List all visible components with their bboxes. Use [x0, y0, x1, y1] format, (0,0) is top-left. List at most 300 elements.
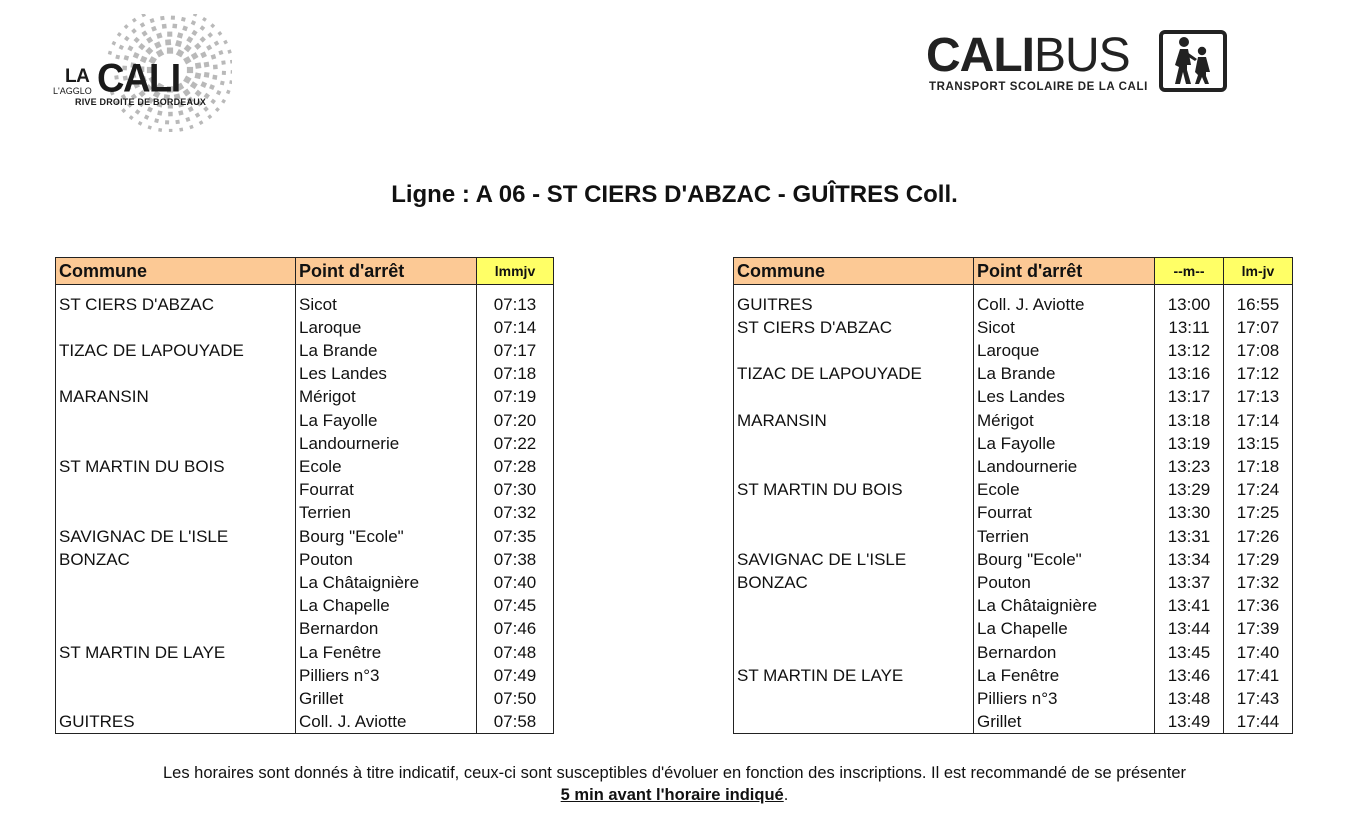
table-header-row: [56, 258, 554, 285]
logo-dot: [226, 90, 231, 95]
logo-dot: [189, 125, 193, 129]
table-row: [734, 664, 1293, 687]
logo-dot: [188, 106, 194, 112]
logo-dot: [204, 72, 210, 78]
table-row: [734, 548, 1293, 571]
table-row: [734, 478, 1293, 501]
commune-cell: [56, 687, 296, 710]
logo-la-text: LA: [65, 66, 90, 87]
stop-cell: La Brande: [974, 362, 1155, 385]
time-cell: 07:17: [477, 339, 554, 362]
time-cell-2: 17:43: [1224, 687, 1293, 710]
table-row: [734, 501, 1293, 524]
table-row: [56, 501, 554, 524]
logo-subtitle: RIVE DROITE DE BORDEAUX: [75, 97, 207, 107]
commune-cell: [734, 432, 974, 455]
note-line: Les horaires sont donnés à titre indicatif, ceux-ci sont susceptibles d'évoluer en fonction des inscriptions. Il est recommandé de se présenter: [162, 764, 1187, 782]
table-row: [56, 316, 554, 339]
table-row: [734, 617, 1293, 640]
logo-dot: [117, 32, 122, 37]
time-cell-2: 16:55: [1224, 293, 1293, 316]
stop-cell: Bourg "Ecole": [296, 525, 477, 548]
logo-dot: [222, 71, 226, 75]
commune-cell: [56, 362, 296, 385]
logo-dot: [129, 115, 134, 120]
time-cell: 13:19: [1155, 432, 1224, 455]
commune-cell: GUITRES: [734, 293, 974, 316]
stop-cell: Fourrat: [296, 478, 477, 501]
time-cell: 13:00: [1155, 293, 1224, 316]
logo-dot: [204, 62, 210, 68]
logo-dot: [157, 110, 162, 115]
time-cell: 07:40: [477, 571, 554, 594]
logo-dot: [138, 121, 143, 126]
spacer-cell: [974, 285, 1155, 293]
commune-cell: [56, 409, 296, 432]
time-cell: 13:37: [1155, 571, 1224, 594]
spacer-cell: [56, 285, 296, 293]
table-row: [734, 339, 1293, 362]
logo-dot: [207, 32, 213, 38]
logo-dot: [175, 120, 180, 125]
header-point-arret: Point d'arrêt: [974, 258, 1155, 285]
note-tail: .: [783, 786, 789, 804]
calibus-light: BUS: [1033, 29, 1130, 82]
stop-cell: Les Landes: [296, 362, 477, 385]
stop-cell: Pilliers n°3: [974, 687, 1155, 710]
stop-cell: La Fayolle: [974, 432, 1155, 455]
logo-dot: [181, 17, 186, 22]
logo-dot: [230, 60, 232, 64]
spacer-row: [56, 285, 554, 293]
logo-dot: [185, 117, 190, 122]
logo-dot: [211, 54, 217, 60]
stop-cell: Fourrat: [974, 501, 1155, 524]
stop-cell: Bourg "Ecole": [974, 548, 1155, 571]
commune-cell: ST CIERS D'ABZAC: [56, 293, 296, 316]
time-cell-2: 17:36: [1224, 594, 1293, 617]
logo-dot: [221, 99, 226, 104]
table-row: [56, 617, 554, 640]
time-cell: 13:49: [1155, 710, 1224, 734]
logo-dot: [210, 99, 216, 105]
table-row: [56, 525, 554, 548]
table-row: [56, 594, 554, 617]
stop-cell: Coll. J. Aviotte: [974, 293, 1155, 316]
commune-cell: ST MARTIN DU BOIS: [56, 455, 296, 478]
stop-cell: Sicot: [974, 316, 1155, 339]
logo-dot: [229, 80, 232, 84]
logo-dot: [221, 60, 226, 65]
time-cell-2: 17:08: [1224, 339, 1293, 362]
commune-cell: [734, 501, 974, 524]
time-cell: 13:16: [1155, 362, 1224, 385]
header-days-m: --m--: [1155, 258, 1224, 285]
commune-cell: [734, 710, 974, 734]
logo-dot: [171, 16, 175, 20]
logo-cali-text: CALI: [97, 56, 180, 102]
stop-cell: Ecole: [974, 478, 1155, 501]
table-row: [734, 594, 1293, 617]
table-row: [734, 687, 1293, 710]
table-row: [734, 641, 1293, 664]
stop-cell: La Châtaignière: [296, 571, 477, 594]
stop-cell: Landournerie: [974, 455, 1155, 478]
logo-dot: [141, 30, 147, 36]
table-row: [56, 641, 554, 664]
logo-dot: [121, 108, 126, 113]
time-cell: 13:44: [1155, 617, 1224, 640]
stop-cell: Ecole: [296, 455, 477, 478]
time-cell: 07:32: [477, 501, 554, 524]
commune-cell: [56, 501, 296, 524]
time-cell-2: 17:44: [1224, 710, 1293, 734]
table-row: [734, 710, 1293, 734]
logo-dot: [231, 70, 232, 74]
table-row: [56, 339, 554, 362]
commune-cell: MARANSIN: [56, 385, 296, 408]
stop-cell: Les Landes: [974, 385, 1155, 408]
spacer-row: [734, 285, 1293, 293]
table-header-row: [734, 258, 1293, 285]
logo-dot: [145, 47, 153, 55]
stop-cell: Laroque: [974, 339, 1155, 362]
time-cell: 07:58: [477, 710, 554, 734]
logo-dot: [124, 24, 129, 29]
timetable-morning: [55, 257, 554, 734]
spacer-cell: [1155, 285, 1224, 293]
stop-cell: La Fayolle: [296, 409, 477, 432]
table-row: [734, 316, 1293, 339]
table-row: [56, 687, 554, 710]
logo-dot: [210, 23, 215, 28]
time-cell-2: 17:14: [1224, 409, 1293, 432]
commune-cell: [56, 571, 296, 594]
stop-cell: Laroque: [296, 316, 477, 339]
table-row: [734, 293, 1293, 316]
stop-cell: Mérigot: [974, 409, 1155, 432]
logo-dot: [195, 90, 202, 97]
logo-dot: [133, 37, 139, 43]
logo-dot: [202, 17, 207, 22]
stop-cell: La Fenêtre: [974, 664, 1155, 687]
logo-dot: [179, 128, 183, 132]
time-cell: 13:30: [1155, 501, 1224, 524]
time-cell-2: 17:26: [1224, 525, 1293, 548]
note-emphasis: 5 min avant l'horaire indiqué: [560, 786, 784, 804]
logo-dot: [199, 120, 204, 125]
commune-cell: ST CIERS D'ABZAC: [734, 316, 974, 339]
logo-dot: [227, 49, 231, 53]
table-row: [734, 432, 1293, 455]
time-cell-2: 17:24: [1224, 478, 1293, 501]
commune-cell: BONZAC: [56, 548, 296, 571]
commune-cell: TIZAC DE LAPOUYADE: [56, 339, 296, 362]
header-commune: Commune: [56, 258, 296, 285]
time-cell-2: 17:13: [1224, 385, 1293, 408]
time-cell: 13:31: [1155, 525, 1224, 548]
logo-dot: [213, 65, 218, 70]
page-title: Ligne : A 06 - ST CIERS D'ABZAC - GUÎTRES Coll.: [391, 181, 958, 208]
table-row: [734, 385, 1293, 408]
logo-dot: [160, 16, 165, 21]
logo-dot: [217, 31, 222, 36]
commune-cell: SAVIGNAC DE L'ISLE: [56, 525, 296, 548]
logo-dot: [190, 81, 198, 89]
logo-dot: [200, 81, 207, 88]
logo-agglo-text: L'AGGLO: [53, 86, 92, 96]
logo-dot: [168, 112, 173, 117]
logo-dot: [165, 120, 169, 124]
stop-cell: Terrien: [974, 525, 1155, 548]
logo-dot: [183, 89, 191, 97]
table-row: [56, 548, 554, 571]
time-cell: 07:35: [477, 525, 554, 548]
header-commune: Commune: [734, 258, 974, 285]
table-row: [56, 664, 554, 687]
logo-dot: [207, 114, 212, 119]
stop-cell: Grillet: [974, 710, 1155, 734]
calibus-wordmark: [926, 30, 1130, 82]
logo-dot: [218, 50, 223, 55]
commune-cell: MARANSIN: [734, 409, 974, 432]
logo-dot: [191, 30, 197, 36]
header-point-arret: Point d'arrêt: [296, 258, 477, 285]
logo-dot: [182, 25, 188, 31]
commune-cell: [56, 617, 296, 640]
time-cell-2: 17:39: [1224, 617, 1293, 640]
logo-dot: [172, 24, 177, 29]
time-cell: 13:48: [1155, 687, 1224, 710]
logo-dot: [194, 43, 201, 50]
calibus-tagline: TRANSPORT SCOLAIRE DE LA CALI: [929, 81, 1148, 93]
logo-dot: [138, 43, 145, 50]
table-row: [56, 409, 554, 432]
header-days-lmjv: lm-jv: [1224, 258, 1293, 285]
logo-dot: [220, 81, 225, 86]
stop-cell: Bernardon: [974, 641, 1155, 664]
time-cell: 07:46: [477, 617, 554, 640]
time-cell: 13:46: [1155, 664, 1224, 687]
disclaimer-note: [0, 762, 1349, 806]
time-cell: 13:12: [1155, 339, 1224, 362]
commune-cell: [56, 316, 296, 339]
stop-cell: Pilliers n°3: [296, 664, 477, 687]
stop-cell: La Chapelle: [296, 594, 477, 617]
time-cell: 13:34: [1155, 548, 1224, 571]
commune-cell: [734, 687, 974, 710]
table-row: [734, 362, 1293, 385]
logo-dot: [108, 51, 112, 55]
stop-cell: Bernardon: [296, 617, 477, 640]
logo-dot: [216, 90, 221, 95]
table-row: [56, 478, 554, 501]
logo-dot: [200, 51, 207, 58]
time-cell-2: 17:18: [1224, 455, 1293, 478]
time-cell-2: 13:15: [1224, 432, 1293, 455]
spacer-cell: [477, 285, 554, 293]
table-row: [734, 525, 1293, 548]
stop-cell: Landournerie: [296, 432, 477, 455]
time-cell: 07:13: [477, 293, 554, 316]
logo-dot: [148, 125, 152, 129]
time-cell-2: 17:40: [1224, 641, 1293, 664]
logo-dot: [132, 18, 137, 23]
logo-dot: [215, 107, 220, 112]
logo-dot: [186, 36, 193, 43]
logo-dot: [187, 67, 193, 73]
logo-dot: [147, 107, 153, 113]
commune-cell: [56, 432, 296, 455]
logo-dot: [167, 32, 172, 37]
table-row: [56, 571, 554, 594]
logo-dot: [154, 118, 159, 123]
time-cell: 07:22: [477, 432, 554, 455]
table-row: [56, 710, 554, 734]
lacali-logo: [52, 14, 232, 132]
logo-dot: [165, 39, 171, 45]
logo-dot: [195, 62, 202, 69]
logo-dot: [191, 52, 199, 60]
time-cell: 07:28: [477, 455, 554, 478]
time-cell: 07:30: [477, 478, 554, 501]
commune-cell: [734, 385, 974, 408]
logo-dot: [140, 22, 145, 27]
time-cell: 07:20: [477, 409, 554, 432]
time-cell: 13:18: [1155, 409, 1224, 432]
commune-cell: ST MARTIN DE LAYE: [734, 664, 974, 687]
logo-dot: [184, 44, 192, 52]
stop-cell: Grillet: [296, 687, 477, 710]
logo-dot: [195, 112, 200, 117]
time-cell-2: 17:07: [1224, 316, 1293, 339]
logo-dot: [203, 106, 209, 112]
time-cell: 13:45: [1155, 641, 1224, 664]
logo-dot: [162, 24, 167, 29]
time-cell: 13:41: [1155, 594, 1224, 617]
table-row: [734, 409, 1293, 432]
header-days: lmmjv: [477, 258, 554, 285]
logo-dot: [193, 14, 198, 17]
commune-cell: [734, 525, 974, 548]
stop-cell: Pouton: [296, 548, 477, 571]
commune-cell: [56, 478, 296, 501]
logo-dot: [194, 72, 201, 79]
commune-cell: [56, 664, 296, 687]
stop-cell: Terrien: [296, 501, 477, 524]
logo-dot: [191, 20, 196, 25]
calibus-logo: [926, 30, 1236, 96]
stop-cell: La Brande: [296, 339, 477, 362]
stop-cell: Sicot: [296, 293, 477, 316]
logo-dot: [175, 40, 182, 47]
logo-dot: [183, 56, 191, 64]
commune-cell: [734, 339, 974, 362]
commune-cell: TIZAC DE LAPOUYADE: [734, 362, 974, 385]
time-cell: 07:38: [477, 548, 554, 571]
stop-cell: Coll. J. Aviotte: [296, 710, 477, 734]
spacer-cell: [734, 285, 974, 293]
logo-dot: [131, 28, 137, 34]
table-row: [734, 571, 1293, 594]
commune-cell: ST MARTIN DU BOIS: [734, 478, 974, 501]
table-row: [56, 293, 554, 316]
timetable-afternoon: [733, 257, 1293, 734]
spacer-cell: [296, 285, 477, 293]
commune-cell: [734, 455, 974, 478]
logo-dot: [167, 48, 173, 54]
time-cell-2: 17:29: [1224, 548, 1293, 571]
table-row: [56, 432, 554, 455]
logo-dot: [112, 41, 117, 46]
commune-cell: [734, 641, 974, 664]
logo-dot: [146, 36, 153, 43]
logo-dot: [156, 32, 162, 38]
logo-dot: [158, 128, 162, 132]
stop-cell: La Châtaignière: [974, 594, 1155, 617]
logo-dot: [206, 44, 212, 50]
commune-cell: [734, 617, 974, 640]
logo-dot: [178, 110, 183, 115]
stop-cell: La Chapelle: [974, 617, 1155, 640]
school-children-icon: [1159, 30, 1227, 92]
time-cell-2: 17:41: [1224, 664, 1293, 687]
logo-dot: [119, 45, 124, 50]
logo-dot: [214, 41, 219, 46]
table-row: [56, 385, 554, 408]
stop-cell: Pouton: [974, 571, 1155, 594]
logo-dot: [135, 109, 141, 115]
time-cell: 07:49: [477, 664, 554, 687]
logo-dot: [141, 14, 146, 17]
logo-dot: [154, 41, 162, 49]
logo-dot: [124, 36, 130, 42]
calibus-bold: CALI: [926, 29, 1034, 82]
logo-dot: [150, 18, 155, 23]
logo-dot: [127, 45, 133, 51]
logo-dot: [169, 129, 173, 132]
spacer-cell: [1224, 285, 1293, 293]
time-cell: 07:19: [477, 385, 554, 408]
logo-dot: [209, 84, 215, 90]
logo-dot: [177, 32, 183, 38]
time-cell: 07:48: [477, 641, 554, 664]
table-row: [56, 362, 554, 385]
commune-cell: SAVIGNAC DE L'ISLE: [734, 548, 974, 571]
commune-cell: [56, 594, 296, 617]
logo-dot: [151, 26, 157, 32]
time-cell: 07:45: [477, 594, 554, 617]
time-cell: 13:23: [1155, 455, 1224, 478]
time-cell: 07:14: [477, 316, 554, 339]
time-cell-2: 17:32: [1224, 571, 1293, 594]
commune-cell: ST MARTIN DE LAYE: [56, 641, 296, 664]
commune-cell: GUITRES: [56, 710, 296, 734]
logo-dot: [200, 25, 206, 31]
logo-dot: [223, 40, 228, 45]
stop-cell: La Fenêtre: [296, 641, 477, 664]
stop-cell: Mérigot: [296, 385, 477, 408]
time-cell: 13:29: [1155, 478, 1224, 501]
logo-dot: [144, 115, 149, 120]
time-cell: 13:17: [1155, 385, 1224, 408]
time-cell: 07:50: [477, 687, 554, 710]
table-row: [56, 455, 554, 478]
note-line-2: [0, 784, 1349, 806]
time-cell-2: 17:12: [1224, 362, 1293, 385]
table-row: [734, 455, 1293, 478]
logo-dot: [200, 36, 206, 42]
